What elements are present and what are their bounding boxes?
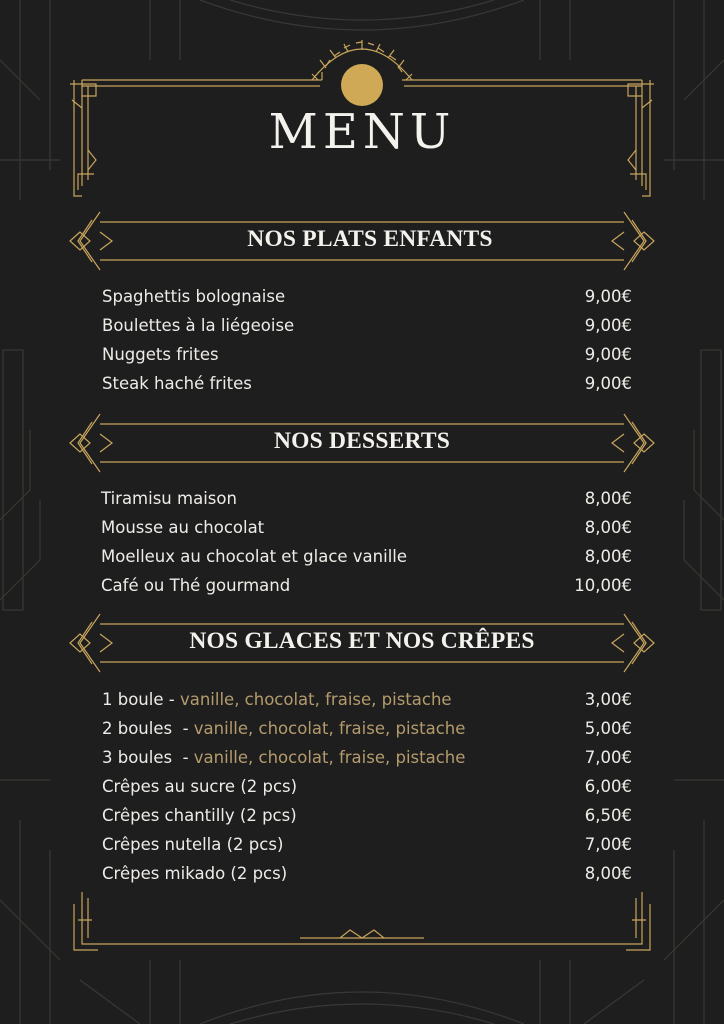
item-name: Café ou Thé gourmand [101, 576, 291, 595]
item-description: vanille, chocolat, fraise, pistache [193, 748, 466, 767]
menu-item [101, 513, 632, 542]
item-price: 8,00€ [584, 518, 632, 537]
item-name: Mousse au chocolat [101, 518, 265, 537]
menu-item [101, 571, 632, 600]
item-price: 3,00€ [584, 690, 632, 709]
item-description: vanille, chocolat, fraise, pistache [193, 719, 466, 738]
section-title-desserts: NOS DESSERTS [274, 428, 450, 454]
menu-item [102, 685, 632, 714]
menu-item [102, 743, 632, 772]
item-name: Boulettes à la liégeoise [102, 316, 295, 335]
item-name: Crêpes au sucre (2 pcs) [102, 777, 298, 796]
menu-item [102, 801, 632, 830]
item-price: 6,50€ [584, 806, 632, 825]
item-price: 8,00€ [584, 864, 632, 883]
item-price: 9,00€ [584, 287, 632, 306]
item-description: vanille, chocolat, fraise, pistache [179, 690, 452, 709]
menu-item [102, 340, 632, 369]
item-name: Nuggets frites [102, 345, 219, 364]
menu-item [101, 542, 632, 571]
item-name: Crêpes chantilly (2 pcs) [102, 806, 297, 825]
item-name: 1 boule - vanille, chocolat, fraise, pistache [102, 690, 452, 709]
bottom-frame [74, 892, 650, 950]
item-price: 10,00€ [574, 576, 632, 595]
item-name: Tiramisu maison [101, 489, 237, 508]
item-price: 8,00€ [584, 547, 632, 566]
menu-item [102, 311, 632, 340]
item-price: 5,00€ [584, 719, 632, 738]
menu-item [102, 830, 632, 859]
section-title-glaces-crepes: NOS GLACES ET NOS CRÊPES [189, 628, 535, 654]
item-price: 9,00€ [584, 374, 632, 393]
section-title-plats-enfants: NOS PLATS ENFANTS [247, 226, 493, 252]
menu-item [102, 772, 632, 801]
item-name: Spaghettis bolognaise [102, 287, 286, 306]
item-price: 9,00€ [584, 316, 632, 335]
gold-sun-emblem [341, 64, 383, 106]
item-price: 8,00€ [584, 489, 632, 508]
menu-item [102, 369, 632, 398]
item-name: Crêpes nutella (2 pcs) [102, 835, 284, 854]
item-name: Moelleux au chocolat et glace vanille [101, 547, 408, 566]
item-name: 3 boules - vanille, chocolat, fraise, pistache [102, 748, 466, 767]
item-name: 2 boules - vanille, chocolat, fraise, pistache [102, 719, 466, 738]
item-price: 7,00€ [584, 835, 632, 854]
menu-item [102, 859, 632, 888]
item-name: Crêpes mikado (2 pcs) [102, 864, 288, 883]
item-name: Steak haché frites [102, 374, 252, 393]
item-price: 9,00€ [584, 345, 632, 364]
menu-item [101, 484, 632, 513]
menu-item [102, 714, 632, 743]
menu-item [102, 282, 632, 311]
item-price: 6,00€ [584, 777, 632, 796]
item-price: 7,00€ [584, 748, 632, 767]
menu-title: MENU [268, 104, 456, 160]
